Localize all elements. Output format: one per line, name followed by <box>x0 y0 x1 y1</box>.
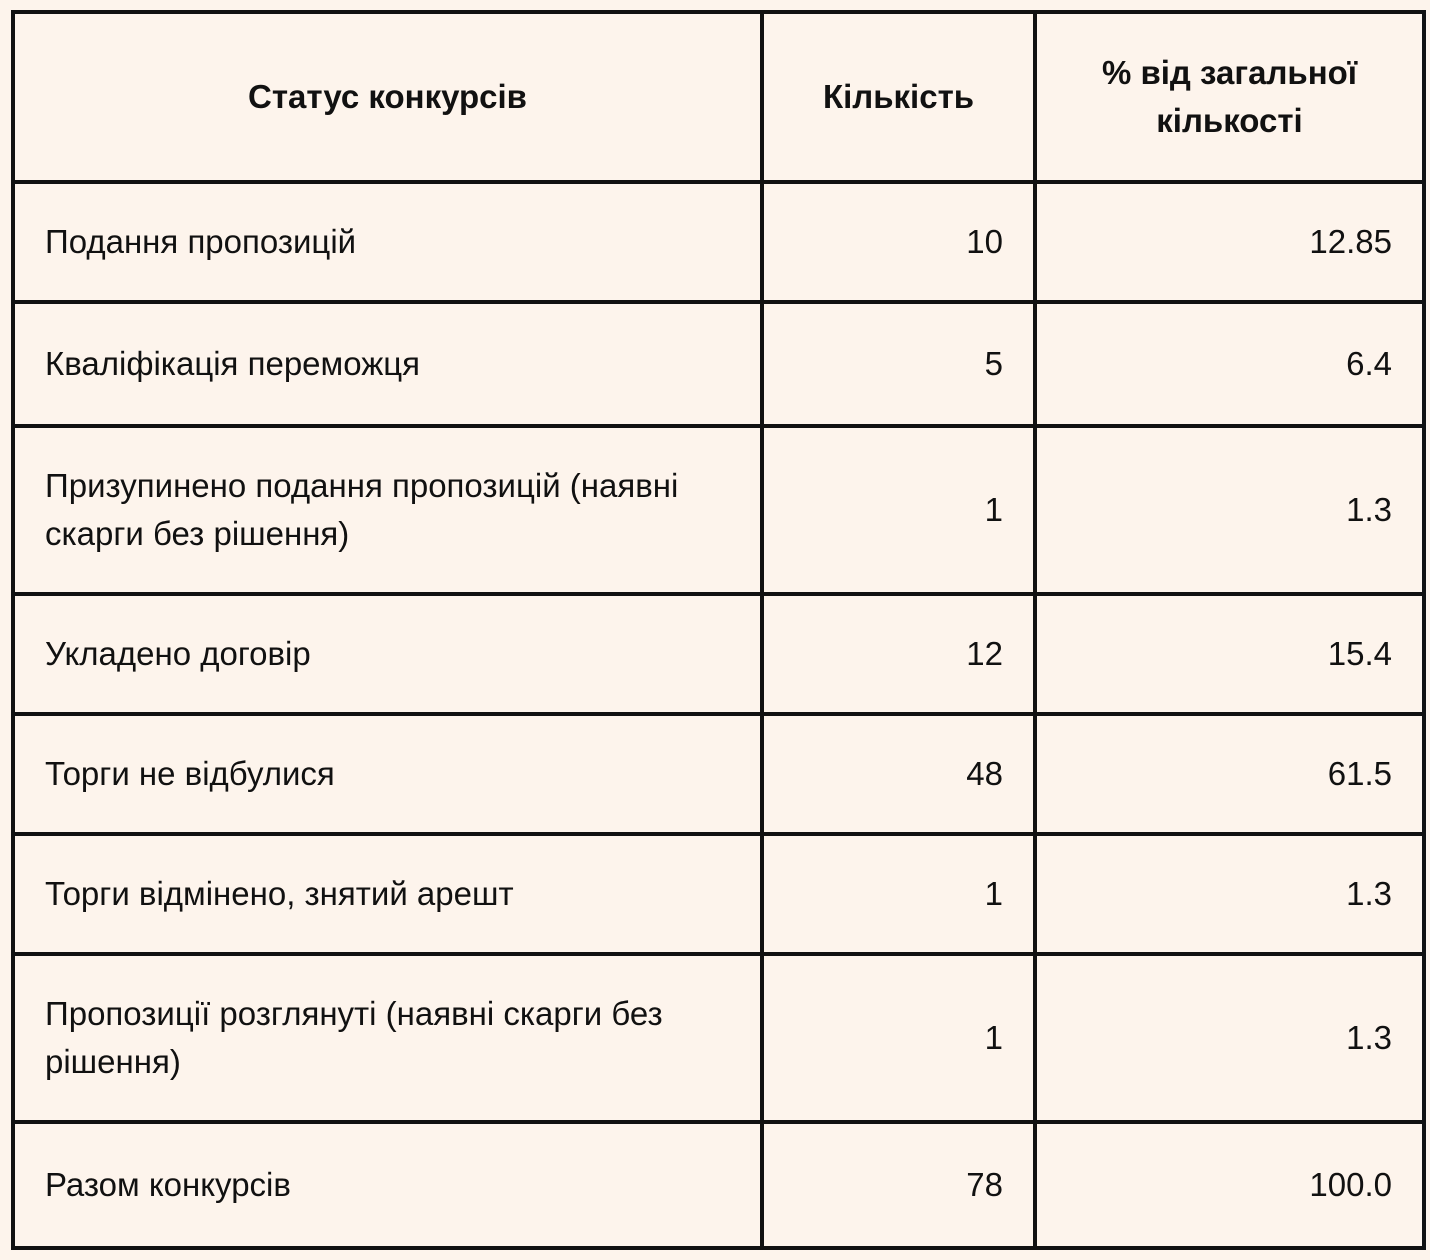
count-cell: 48 <box>762 714 1035 834</box>
status-cell: Пропозиції розглянуті (наявні скарги без рішення) <box>13 954 762 1122</box>
status-cell: Призупинено подання пропозицій (наявні скарги без рішення) <box>13 426 762 594</box>
table-row <box>13 594 1424 714</box>
status-cell: Кваліфікація переможця <box>13 302 762 426</box>
percent-cell: 1.3 <box>1035 834 1424 954</box>
header-count: Кількість <box>762 12 1035 182</box>
total-row <box>13 1122 1424 1248</box>
count-cell: 5 <box>762 302 1035 426</box>
count-cell: 12 <box>762 594 1035 714</box>
table-row <box>13 302 1424 426</box>
table-header-row <box>13 12 1424 182</box>
count-cell: 1 <box>762 834 1035 954</box>
percent-cell: 100.0 <box>1035 1122 1424 1248</box>
header-status: Статус конкурсів <box>13 12 762 182</box>
status-cell: Торги відмінено, знятий арешт <box>13 834 762 954</box>
table-row <box>13 954 1424 1122</box>
tender-status-table <box>11 10 1426 1250</box>
percent-cell: 12.85 <box>1035 182 1424 302</box>
percent-cell: 61.5 <box>1035 714 1424 834</box>
header-percent: % від загальної кількості <box>1035 12 1424 182</box>
table-row <box>13 834 1424 954</box>
percent-cell: 1.3 <box>1035 954 1424 1122</box>
percent-cell: 6.4 <box>1035 302 1424 426</box>
status-cell: Укладено договір <box>13 594 762 714</box>
count-cell: 10 <box>762 182 1035 302</box>
count-cell: 1 <box>762 426 1035 594</box>
percent-cell: 1.3 <box>1035 426 1424 594</box>
table-row <box>13 714 1424 834</box>
table-row <box>13 426 1424 594</box>
count-cell: 78 <box>762 1122 1035 1248</box>
table-row <box>13 182 1424 302</box>
status-cell: Торги не відбулися <box>13 714 762 834</box>
count-cell: 1 <box>762 954 1035 1122</box>
status-cell: Подання пропозицій <box>13 182 762 302</box>
percent-cell: 15.4 <box>1035 594 1424 714</box>
status-cell: Разом конкурсів <box>13 1122 762 1248</box>
